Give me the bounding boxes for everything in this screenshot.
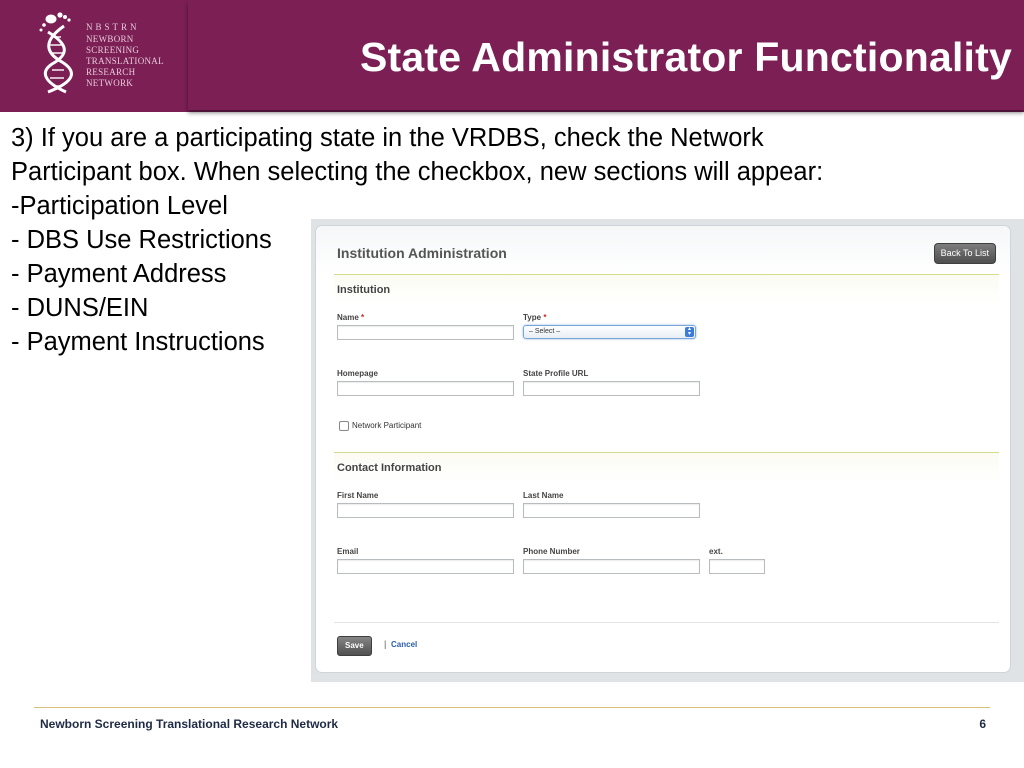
body-line: Participant box. When selecting the checkbox, new sections will appear:: [11, 158, 824, 186]
required-marker: *: [543, 313, 547, 322]
ext-input[interactable]: [709, 559, 765, 574]
contact-section-header: [334, 452, 999, 483]
network-participant-label[interactable]: Network Participant: [352, 421, 422, 430]
email-label: Email: [337, 547, 359, 556]
body-line: - DBS Use Restrictions: [11, 226, 272, 254]
last-name-label: Last Name: [523, 491, 564, 500]
action-separator: |: [384, 639, 387, 649]
logo-line: SCREENING: [86, 45, 140, 55]
institution-admin-card: [315, 225, 1011, 673]
cancel-link[interactable]: Cancel: [391, 640, 418, 649]
ext-label: ext.: [709, 547, 723, 556]
form-divider: [334, 622, 999, 623]
state-profile-url-label: State Profile URL: [523, 369, 589, 378]
card-header: [316, 226, 1010, 274]
last-name-input[interactable]: [523, 503, 700, 518]
phone-number-input[interactable]: [523, 559, 700, 574]
logo-line: RESEARCH: [86, 67, 136, 77]
type-select-value: – Select –: [529, 328, 561, 335]
institution-section-header: [334, 274, 999, 305]
back-to-list-button[interactable]: Back To List: [934, 243, 996, 264]
footer-divider: [34, 707, 990, 708]
email-input[interactable]: [337, 559, 514, 574]
logo-text: [86, 22, 164, 89]
name-input[interactable]: [337, 325, 514, 340]
phone-number-label: Phone Number: [523, 547, 580, 556]
select-arrows-icon: ▴ ▾: [685, 327, 694, 337]
logo-line: NEWBORN: [86, 34, 134, 44]
card-title: Institution Administration: [337, 245, 507, 261]
title-panel: [188, 0, 1024, 110]
homepage-label: Homepage: [337, 369, 378, 378]
state-profile-url-input[interactable]: [523, 381, 700, 396]
required-marker: *: [361, 313, 365, 322]
page-number: 6: [979, 717, 986, 731]
name-label-text: Name: [337, 313, 359, 322]
logo-line: TRANSLATIONAL: [86, 56, 164, 66]
save-button[interactable]: Save: [337, 636, 372, 656]
institution-admin-screenshot: [311, 219, 1024, 682]
body-line: -Participation Level: [11, 192, 228, 220]
dna-footprint-logo-icon: [34, 10, 84, 96]
section-title: Institution: [337, 284, 391, 296]
logo: [0, 0, 188, 112]
section-title: Contact Information: [337, 462, 442, 474]
first-name-label: First Name: [337, 491, 379, 500]
network-participant-checkbox[interactable]: [339, 421, 349, 431]
first-name-input[interactable]: [337, 503, 514, 518]
type-select[interactable]: [523, 325, 696, 339]
logo-line: NBSTRN: [86, 22, 140, 32]
logo-line: NETWORK: [86, 78, 134, 88]
slide-title: State Administrator Functionality: [359, 34, 1012, 80]
body-line: - Payment Instructions: [11, 328, 265, 356]
homepage-input[interactable]: [337, 381, 514, 396]
body-line: - DUNS/EIN: [11, 294, 149, 322]
body-line: - Payment Address: [11, 260, 227, 288]
footer-org-name: Newborn Screening Translational Research Network: [40, 717, 339, 731]
body-line: 3) If you are a participating state in the VRDBS, check the Network: [11, 124, 764, 152]
type-label: [523, 313, 546, 322]
name-label: [337, 313, 364, 322]
type-label-text: Type: [523, 313, 542, 322]
slide-header: [0, 0, 1024, 112]
